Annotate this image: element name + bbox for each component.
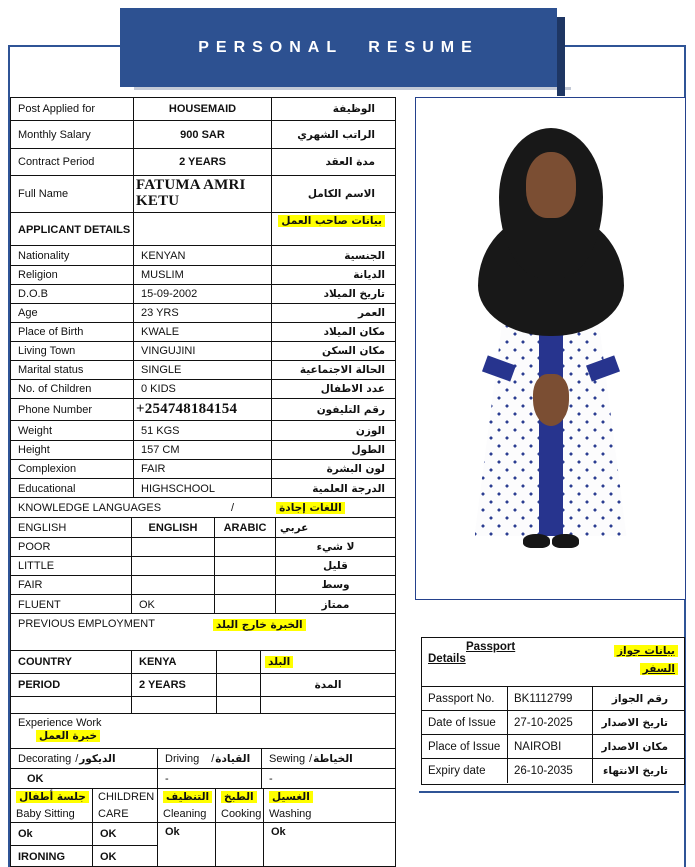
- field-arabic: عدد الاطفال: [320, 383, 385, 395]
- work-col-label: Cleaning: [163, 808, 207, 820]
- table-row: [11, 342, 395, 361]
- empty-cell: [158, 846, 216, 867]
- ironing-row: [11, 846, 395, 867]
- work-status: Ok: [11, 823, 93, 846]
- field-label: COUNTRY: [11, 651, 132, 673]
- passport-title-line2: Details: [428, 653, 466, 665]
- skill-ar: القيادة: [215, 752, 251, 765]
- details-table: [10, 245, 396, 498]
- hands: [533, 374, 569, 426]
- ironing-status: OK: [93, 846, 158, 867]
- field-value: HIGHSCHOOL: [134, 479, 272, 498]
- field-arabic: مكان الميلاد: [323, 326, 385, 338]
- field-arabic: تاريخ الميلاد: [323, 288, 385, 300]
- field-value: 2 YEARS: [132, 674, 217, 696]
- level-header: ENGLISH: [11, 518, 132, 537]
- skill-en: Decorating: [18, 752, 72, 765]
- field-value: VINGUJINI: [134, 342, 272, 360]
- empty-cell: [217, 651, 261, 673]
- skills-table: [10, 748, 396, 789]
- arabic-cell: [215, 538, 276, 556]
- english-cell: OK: [132, 595, 215, 614]
- table-row: [422, 687, 684, 711]
- field-value: [134, 213, 272, 246]
- skill-ar: الديكور: [79, 752, 116, 765]
- arabic-label: ممتاز: [321, 598, 350, 611]
- table-row: [422, 759, 684, 783]
- skill-ar: الخياطة: [313, 752, 353, 765]
- work-grid-header-row: [11, 789, 395, 823]
- field-label: Age: [11, 304, 134, 322]
- experience-title-block: [10, 713, 396, 749]
- english-header: ENGLISH: [132, 518, 215, 537]
- field-value: SINGLE: [134, 361, 272, 379]
- passport-header: [422, 638, 684, 687]
- arabic-header: ARABIC: [215, 518, 276, 537]
- table-row: [11, 399, 395, 421]
- field-arabic: رقم التليفون: [316, 403, 385, 416]
- work-col-washing: [264, 789, 395, 823]
- empty-cell: [11, 697, 132, 714]
- skill-status: -: [269, 773, 273, 785]
- skill-status: -: [158, 769, 262, 789]
- empty-cell: [261, 697, 395, 714]
- languages-title: KNOWLEDGE LANGUAGES: [18, 501, 162, 514]
- field-value: 27-10-2025: [508, 711, 593, 734]
- highlighted-arabic: جلسة أطفال: [16, 791, 89, 803]
- field-value: KWALE: [134, 323, 272, 341]
- field-label: Marital status: [11, 361, 134, 379]
- previous-employment-arabic-title: الخبرة خارج البلد: [213, 619, 306, 631]
- skill-status: OK: [11, 769, 158, 789]
- table-row: [11, 674, 395, 697]
- field-label: Expiry date: [422, 759, 508, 783]
- field-arabic: مكان السكن: [322, 345, 385, 357]
- table-row: [11, 361, 395, 380]
- field-label: Height: [11, 441, 134, 459]
- skill-decorating: [11, 749, 158, 768]
- arabic-label: لا شيء: [316, 541, 355, 553]
- languages-header-row: [11, 518, 395, 538]
- work-status: Ok: [271, 826, 286, 838]
- skill-sewing: [262, 749, 395, 768]
- work-col-label: Washing: [269, 808, 312, 820]
- phone-value: +254748184154: [134, 399, 272, 420]
- field-value: 26-10-2035: [508, 759, 593, 783]
- previous-employment-table: [10, 613, 396, 714]
- empty-cell: [264, 846, 395, 867]
- work-col-label: CARE: [98, 808, 129, 820]
- ironing-label: IRONING: [11, 846, 93, 867]
- face: [526, 152, 576, 218]
- table-row: [11, 98, 395, 121]
- field-label: Full Name: [11, 176, 134, 212]
- table-row: [11, 121, 395, 149]
- passport-title-line1: Passport: [466, 641, 516, 653]
- field-value: 157 CM: [134, 441, 272, 459]
- arabic-cell: [215, 595, 276, 614]
- page-title: PERSONAL RESUME: [198, 38, 479, 56]
- skill-en: Sewing: [269, 752, 306, 765]
- passport-title: [428, 641, 515, 686]
- applicant-photo-frame: [415, 97, 686, 600]
- passport-underline: [419, 791, 679, 793]
- field-label: Place of Birth: [11, 323, 134, 341]
- field-arabic: تاريخ الانتهاء: [603, 765, 668, 777]
- section-label: APPLICANT DETAILS: [11, 213, 134, 246]
- english-cell: [132, 557, 215, 575]
- slash-separator: /: [75, 752, 79, 765]
- field-value: 0 KIDS: [134, 380, 272, 398]
- highlighted-arabic: الغسيل: [269, 791, 313, 803]
- field-value: KENYA: [132, 651, 217, 673]
- field-arabic: [272, 213, 395, 246]
- field-arabic: الوظيفة: [332, 103, 375, 115]
- highlighted-arabic: بيانات صاحب العمل: [278, 215, 385, 227]
- english-cell: [132, 576, 215, 594]
- skills-header-row: [11, 749, 395, 769]
- field-value: KENYAN: [134, 246, 272, 265]
- field-value: 51 KGS: [134, 421, 272, 440]
- table-row: [11, 576, 395, 595]
- field-arabic: الطول: [351, 444, 385, 456]
- english-cell: [132, 538, 215, 556]
- arabic-cell: [215, 576, 276, 594]
- empty-cell: [217, 697, 261, 714]
- work-grid-status-row: [11, 823, 395, 846]
- slash-separator: /: [309, 752, 313, 765]
- experience-arabic-title: خبرة العمل: [36, 730, 100, 742]
- table-row: [11, 285, 395, 304]
- field-value: FAIR: [134, 460, 272, 478]
- level-label: FAIR: [11, 576, 132, 594]
- table-row: [11, 213, 395, 246]
- empty-cell: [217, 674, 261, 696]
- previous-employment-title: PREVIOUS EMPLOYMENT: [18, 618, 155, 630]
- table-row: [11, 149, 395, 176]
- highlighted-arabic: الطبخ: [221, 791, 257, 803]
- field-label: Educational: [11, 479, 134, 498]
- field-arabic: المدة: [314, 679, 342, 691]
- table-row: [11, 176, 395, 213]
- languages-title-row: [11, 498, 395, 518]
- field-arabic: لون البشرة: [326, 463, 385, 475]
- arabic-label: قليل: [323, 560, 348, 572]
- field-arabic: [261, 651, 395, 673]
- table-row: [11, 380, 395, 399]
- table-row: [11, 304, 395, 323]
- field-label: PERIOD: [11, 674, 132, 696]
- applicant-photo: [466, 128, 636, 556]
- previous-employment-title-row: [11, 614, 395, 651]
- work-status: [216, 823, 264, 846]
- table-row: [11, 246, 395, 266]
- skill-driving: [158, 749, 262, 768]
- table-row: [11, 266, 395, 285]
- work-status: Ok: [158, 823, 216, 846]
- table-row: [11, 697, 395, 714]
- table-row: [11, 595, 395, 614]
- field-label: Complexion: [11, 460, 134, 478]
- field-arabic: مدة العقد: [325, 156, 375, 168]
- work-col-cooking: [216, 789, 264, 823]
- field-arabic: تاريخ الاصدار: [601, 716, 668, 729]
- field-label: Monthly Salary: [11, 121, 134, 148]
- level-label: POOR: [11, 538, 132, 556]
- field-label: Post Applied for: [11, 98, 134, 120]
- level-label: LITTLE: [11, 557, 132, 575]
- skills-values-row: [11, 769, 395, 789]
- applicant-table: [10, 97, 396, 246]
- arabic-cell: [215, 557, 276, 575]
- work-col-cleaning: [158, 789, 216, 823]
- field-arabic: مكان الاصدار: [601, 740, 668, 753]
- table-row: [11, 460, 395, 479]
- field-label: Nationality: [11, 246, 134, 265]
- work-col-babysitting: [11, 789, 93, 823]
- field-arabic: الراتب الشهري: [297, 128, 375, 141]
- field-arabic: العمر: [357, 307, 385, 319]
- foot-right: [552, 534, 579, 548]
- highlighted-arabic: التنظيف: [163, 791, 212, 803]
- table-row: [11, 538, 395, 557]
- work-col-label: CHILDREN: [98, 791, 155, 803]
- arabic-label: وسط: [321, 579, 350, 591]
- experience-title: Experience Work: [18, 717, 102, 729]
- languages-table: [10, 497, 396, 614]
- empty-cell: [216, 846, 264, 867]
- field-arabic: الجنسية: [344, 249, 385, 262]
- field-label: Date of Issue: [422, 711, 508, 734]
- skill-en: Driving: [165, 752, 200, 765]
- field-label: Phone Number: [11, 399, 134, 420]
- field-value: BK1112799: [508, 687, 593, 710]
- table-row: [11, 557, 395, 576]
- field-arabic: الديانة: [353, 269, 385, 281]
- table-row: [11, 323, 395, 342]
- foot-left: [523, 534, 550, 548]
- field-value: NAIROBI: [508, 735, 593, 758]
- slash-separator: /: [211, 752, 215, 765]
- highlighted-arabic: السفر: [640, 663, 678, 675]
- field-arabic: الوزن: [355, 424, 385, 437]
- table-row: [422, 735, 684, 759]
- field-arabic: الدرجة العلمية: [312, 482, 385, 495]
- slash-separator: /: [231, 501, 235, 514]
- field-value: MUSLIM: [134, 266, 272, 284]
- table-row: [422, 711, 684, 735]
- resume-banner: [120, 8, 557, 87]
- languages-arabic-title: اللغات إجادة: [276, 502, 345, 514]
- field-label: No. of Children: [11, 380, 134, 398]
- full-name-value: FATUMA AMRI KETU: [134, 176, 272, 212]
- level-label: FLUENT: [11, 595, 132, 614]
- work-col-childrencare: [93, 789, 158, 823]
- field-value: 15-09-2002: [134, 285, 272, 303]
- passport-details-table: [421, 637, 685, 785]
- field-value: 2 YEARS: [134, 149, 272, 175]
- empty-cell: [132, 697, 217, 714]
- arabic-label: عربي: [280, 521, 309, 534]
- table-row: [11, 651, 395, 674]
- table-row: [11, 421, 395, 441]
- field-label: Place of Issue: [422, 735, 508, 758]
- work-col-label: Baby Sitting: [16, 808, 75, 820]
- field-value: 900 SAR: [134, 121, 272, 148]
- field-label: Weight: [11, 421, 134, 440]
- passport-arabic-title: [614, 641, 678, 686]
- work-grid-table: [10, 788, 396, 867]
- field-label: Passport No.: [422, 687, 508, 710]
- table-row: [11, 479, 395, 498]
- highlighted-arabic: البلد: [265, 656, 293, 668]
- field-value: HOUSEMAID: [134, 98, 272, 120]
- highlighted-arabic: بيانات جواز: [614, 645, 678, 657]
- field-arabic: الحالة الاجتماعية: [299, 364, 385, 376]
- field-label: Living Town: [11, 342, 134, 360]
- field-label: Contract Period: [11, 149, 134, 175]
- field-arabic: الاسم الكامل: [307, 188, 375, 200]
- field-value: 23 YRS: [134, 304, 272, 322]
- work-col-label: Cooking: [221, 808, 262, 820]
- table-row: [11, 441, 395, 460]
- field-label: D.O.B: [11, 285, 134, 303]
- field-label: Religion: [11, 266, 134, 284]
- work-status: OK: [93, 823, 158, 846]
- field-arabic: رقم الجواز: [611, 692, 668, 705]
